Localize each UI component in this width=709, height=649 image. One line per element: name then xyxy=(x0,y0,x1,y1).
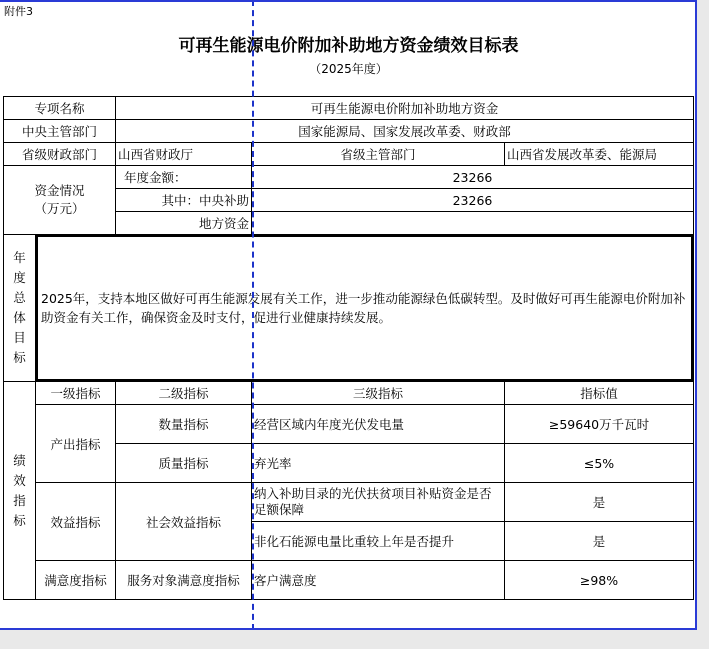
output-indicator-label: 产出指标 xyxy=(36,405,116,483)
province-finance-value[interactable]: 山西省财政厅 xyxy=(116,143,252,166)
objective-label xyxy=(4,235,36,382)
benefit-value-2[interactable]: 是 xyxy=(505,522,694,561)
annual-amount-label: 年度金额： xyxy=(116,166,252,189)
header-value: 指标值 xyxy=(505,382,694,405)
benefit-item-2[interactable]: 非化石能源电量比重较上年是否提升 xyxy=(252,522,505,561)
quantity-indicator-value[interactable]: ≥59640万千瓦时 xyxy=(505,405,694,444)
quality-indicator-item[interactable]: 弃光率 xyxy=(252,444,505,483)
province-dept-value[interactable]: 山西省发展改革委、能源局 xyxy=(505,143,694,166)
central-dept-label: 中央主管部门 xyxy=(4,120,116,143)
province-finance-label: 省级财政部门 xyxy=(4,143,116,166)
quantity-indicator-label: 数量指标 xyxy=(116,405,252,444)
satisfaction-indicator-label: 满意度指标 xyxy=(36,561,116,600)
province-dept-label: 省级主管部门 xyxy=(252,143,505,166)
satisfaction-item[interactable]: 客户满意度 xyxy=(252,561,505,600)
page-break-line xyxy=(252,0,254,630)
funds-label: 资金情况 （万元） xyxy=(4,166,116,235)
indicators-section-label xyxy=(4,382,36,600)
local-funds-value[interactable] xyxy=(252,212,694,235)
header-level2: 二级指标 xyxy=(116,382,252,405)
page-title: 可再生能源电价附加补助地方资金绩效目标表 xyxy=(178,36,519,56)
quality-indicator-value[interactable]: ≤5% xyxy=(505,444,694,483)
objective-cell[interactable] xyxy=(36,235,694,382)
right-gray-margin xyxy=(697,0,709,649)
quantity-indicator-item[interactable]: 经营区域内年度光伏发电量 xyxy=(252,405,505,444)
objective-text: 2025年，支持本地区做好可再生能源发展有关工作，进一步推动能源绿色低碳转型。及时做好可再生能源电价附加补助资金有关工作，确保资金及时支付，促进行业健康持续发展。 xyxy=(36,235,693,381)
satisfaction-level2-label: 服务对象满意度指标 xyxy=(116,561,252,600)
benefit-indicator-label: 效益指标 xyxy=(36,483,116,561)
central-subsidy-value[interactable]: 23266 xyxy=(252,189,694,212)
objective-label-text: 年度总体目标 xyxy=(13,250,26,365)
annual-amount-value[interactable]: 23266 xyxy=(252,166,694,189)
satisfaction-value[interactable]: ≥98% xyxy=(505,561,694,600)
quality-indicator-label: 质量指标 xyxy=(116,444,252,483)
central-dept-value[interactable]: 国家能源局、国家发展改革委、财政部 xyxy=(116,120,694,143)
benefit-item-1[interactable]: 纳入补助目录的光伏扶贫项目补贴资金是否足额保障 xyxy=(252,483,505,522)
social-benefit-label: 社会效益指标 xyxy=(116,483,252,561)
local-funds-label: 地方资金 xyxy=(116,212,252,235)
project-name-value[interactable]: 可再生能源电价附加补助地方资金 xyxy=(116,97,694,120)
benefit-value-1[interactable]: 是 xyxy=(505,483,694,522)
bottom-gray-margin xyxy=(0,630,709,649)
page-subtitle: （2025年度） xyxy=(309,62,388,76)
attachment-label: 附件3 xyxy=(4,5,33,18)
project-name-label: 专项名称 xyxy=(4,97,116,120)
central-subsidy-label: 其中：中央补助 xyxy=(116,189,252,212)
print-area-top-border xyxy=(0,0,709,2)
performance-table xyxy=(3,96,694,600)
header-level3: 三级指标 xyxy=(252,382,505,405)
indicators-section-text: 绩效指标 xyxy=(13,452,26,528)
header-level1: 一级指标 xyxy=(36,382,116,405)
